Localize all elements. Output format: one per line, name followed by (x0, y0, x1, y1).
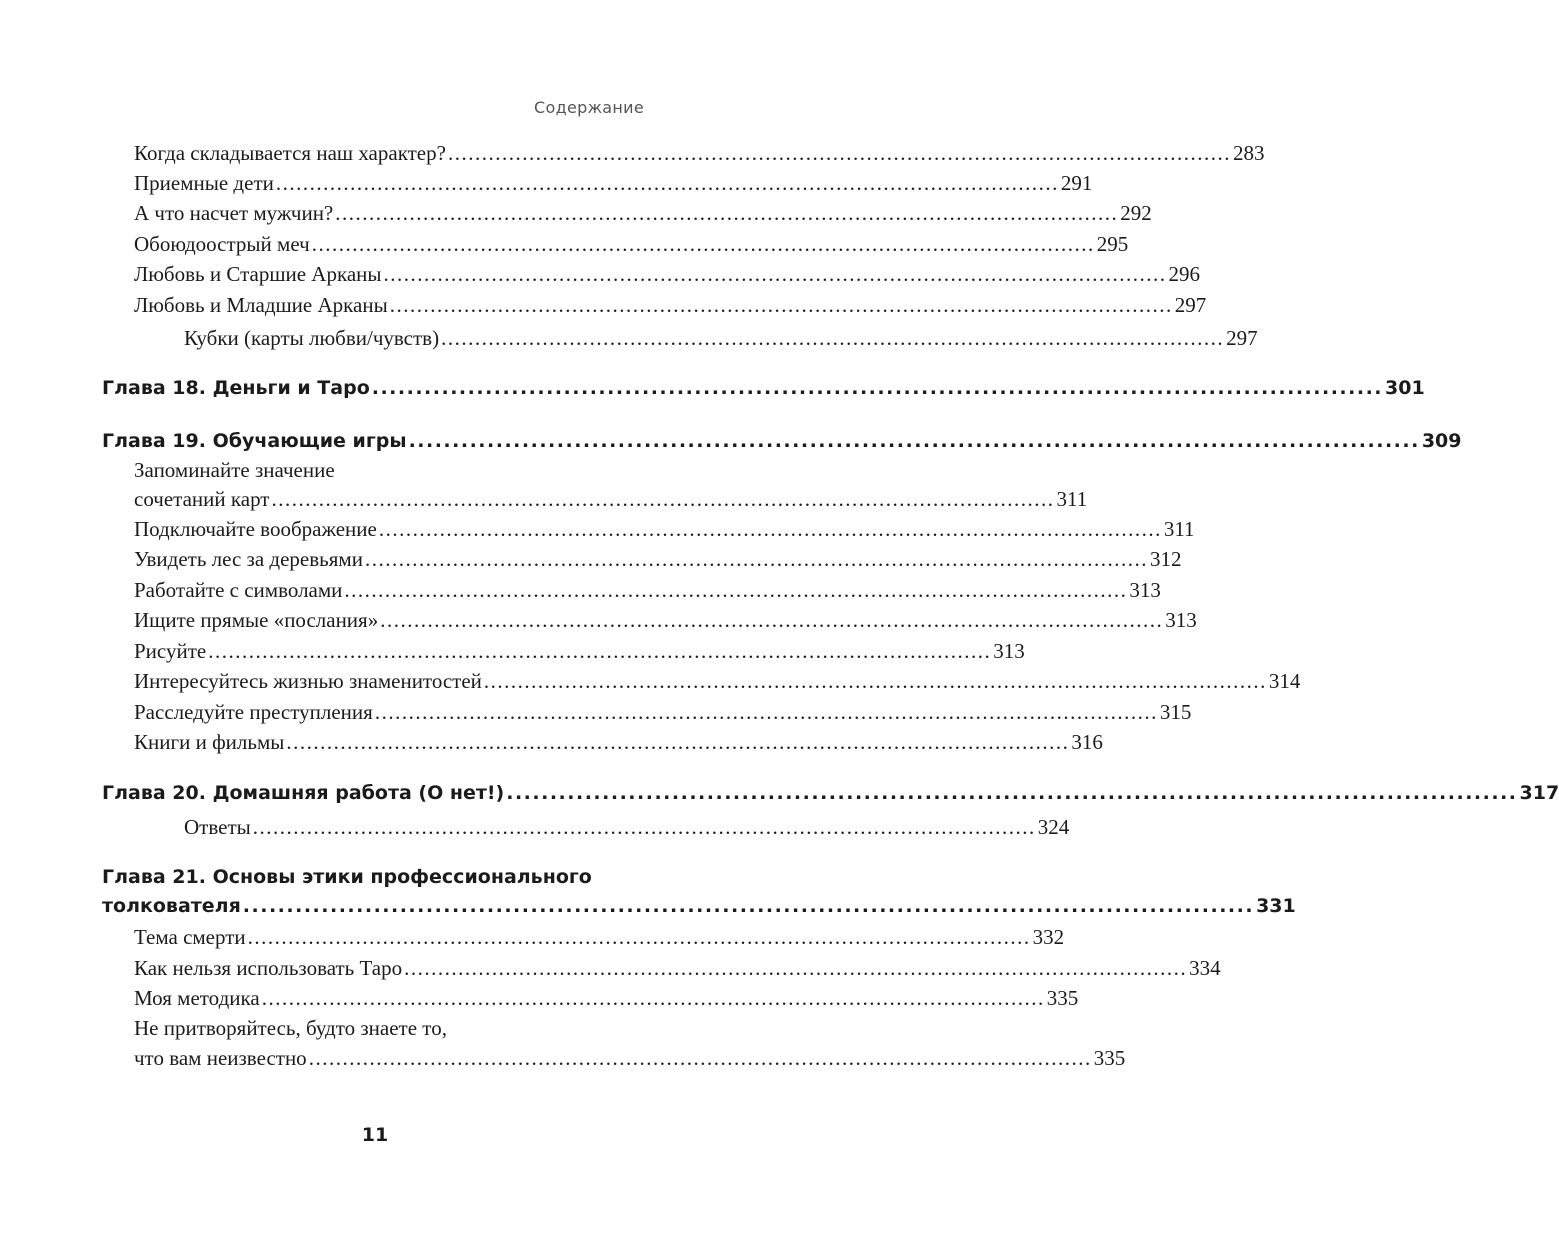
toc-entry[interactable] (134, 700, 1192, 725)
toc-entry-title: А что насчет мужчин? (134, 201, 334, 225)
dot-leader: .................................................................................................................... (506, 782, 1518, 804)
toc-chapter[interactable] (102, 430, 1462, 452)
toc-entry-page: 292 (1120, 201, 1152, 225)
toc-entry[interactable] (134, 608, 1197, 633)
toc-entry-page: 313 (993, 639, 1025, 663)
toc-entry-page: 314 (1268, 669, 1301, 693)
toc-entry-page: 311 (1163, 517, 1195, 541)
toc-entry-title: Когда складывается наш характер? (134, 141, 446, 165)
toc-entry-page: 334 (1189, 956, 1221, 980)
toc-entry[interactable] (134, 578, 1161, 603)
toc-chapter-title: Глава 20. Домашняя работа (О нет!) (102, 782, 505, 804)
dot-leader: .................................................................................................................... (389, 293, 1173, 317)
toc-chapter-page: 331 (1256, 895, 1296, 917)
toc-chapter-page: 317 (1519, 782, 1559, 804)
toc-entry[interactable] (134, 547, 1182, 572)
page-number: 11 (361, 1124, 389, 1146)
toc-entry[interactable] (134, 1046, 1126, 1071)
toc-chapter-title: Глава 19. Обучающие игры (102, 430, 407, 452)
toc-chapter-page: 301 (1385, 377, 1425, 399)
toc-entry-title: Любовь и Старшие Арканы (134, 262, 382, 286)
dot-leader: .................................................................................................................... (308, 1046, 1092, 1070)
toc-entry-title: Работайте с символами (134, 578, 343, 602)
toc-entry[interactable] (184, 815, 1070, 840)
toc-entry[interactable] (134, 925, 1065, 950)
toc-chapter[interactable] (102, 782, 1559, 804)
toc-entry-page: 316 (1071, 730, 1103, 754)
toc-entry-title: Приемные дети (134, 171, 274, 195)
toc-entry-page: 335 (1046, 986, 1079, 1010)
toc-entry-page: 311 (1056, 487, 1088, 511)
dot-leader: .................................................................................................................... (441, 326, 1225, 350)
toc-entry[interactable] (134, 956, 1221, 981)
dot-leader: .................................................................................................................... (208, 639, 992, 663)
toc-entry-title: Рисуйте (134, 639, 207, 663)
dot-leader: .................................................................................................................... (380, 608, 1164, 632)
toc-entry-title: Ищите прямые «послания» (134, 608, 379, 632)
toc-entry[interactable] (134, 730, 1103, 755)
toc-entry[interactable] (134, 262, 1201, 287)
toc-entry-page: 315 (1159, 700, 1192, 724)
toc-entry-title: Книги и фильмы (134, 730, 285, 754)
dot-leader: .................................................................................................................... (252, 815, 1036, 839)
toc-chapter[interactable] (102, 895, 1296, 917)
toc-entry-title: Кубки (карты любви/чувств) (184, 326, 440, 350)
toc-entry[interactable] (134, 986, 1079, 1011)
toc-entry-page: 324 (1037, 815, 1070, 839)
toc-entry-title: сочетаний карт (134, 487, 270, 511)
toc-entry-page: 297 (1226, 326, 1258, 350)
toc-entry-page: 332 (1032, 925, 1065, 949)
dot-leader: .................................................................................................................... (378, 517, 1162, 541)
toc-entry-title: Тема смерти (134, 925, 246, 949)
toc-entry-page: 335 (1093, 1046, 1126, 1070)
toc-entry[interactable] (134, 171, 1093, 196)
toc-entry[interactable] (134, 201, 1152, 226)
toc-entry-page: 313 (1129, 578, 1161, 602)
dot-leader: .................................................................................................................... (242, 895, 1255, 917)
dot-leader: .................................................................................................................... (404, 956, 1188, 980)
running-head: Содержание (534, 98, 644, 117)
toc-entry[interactable] (134, 141, 1265, 166)
dot-leader: .................................................................................................................... (364, 547, 1148, 571)
dot-leader: .................................................................................................................... (311, 232, 1095, 256)
toc-chapter[interactable] (102, 377, 1425, 399)
toc-entry-page: 296 (1168, 262, 1201, 286)
toc-entry-title: Интересуйтесь жизнью знаменитостей (134, 669, 482, 693)
toc-chapter-title-line1: Глава 21. Основы этики профессионального (102, 866, 592, 888)
toc-entry-page: 283 (1232, 141, 1265, 165)
toc-entry-page: 291 (1060, 171, 1093, 195)
dot-leader: .................................................................................................................... (344, 578, 1128, 602)
dot-leader: .................................................................................................................... (261, 986, 1045, 1010)
toc-entry-title: Расследуйте преступления (134, 700, 373, 724)
toc-entry[interactable] (134, 487, 1088, 512)
toc-entry-title: Ответы (184, 815, 251, 839)
toc-entry[interactable] (134, 639, 1025, 664)
toc-entry[interactable] (134, 669, 1301, 694)
dot-leader: .................................................................................................................... (286, 730, 1070, 754)
toc-entry-page: 297 (1174, 293, 1207, 317)
toc-chapter-page: 309 (1421, 430, 1462, 452)
toc-entry[interactable] (134, 232, 1129, 257)
dot-leader: .................................................................................................................... (383, 262, 1167, 286)
dot-leader: .................................................................................................................... (408, 430, 1420, 452)
toc-entry-title: Увидеть лес за деревьями (134, 547, 363, 571)
dot-leader: .................................................................................................................... (371, 377, 1384, 399)
toc-entry-title: что вам неизвестно (134, 1046, 307, 1070)
dot-leader: .................................................................................................................... (275, 171, 1059, 195)
dot-leader: .................................................................................................................... (447, 141, 1231, 165)
toc-entry-title: Моя методика (134, 986, 260, 1010)
toc-chapter-title: Глава 18. Деньги и Таро (102, 377, 370, 399)
dot-leader: .................................................................................................................... (247, 925, 1031, 949)
toc-entry-title: Любовь и Младшие Арканы (134, 293, 388, 317)
toc-entry-title: Обоюдоострый меч (134, 232, 310, 256)
toc-entry-title: Как нельзя использовать Таро (134, 956, 403, 980)
toc-entry-title-line1: Запоминайте значение (134, 458, 335, 482)
toc-entry-page: 295 (1096, 232, 1129, 256)
dot-leader: .................................................................................................................... (335, 201, 1119, 225)
toc-entry[interactable] (134, 517, 1195, 542)
toc-chapter-title: толкователя (102, 895, 241, 917)
toc-entry-page: 312 (1149, 547, 1182, 571)
toc-entry-page: 313 (1165, 608, 1197, 632)
toc-entry[interactable] (134, 293, 1207, 318)
dot-leader: .................................................................................................................... (374, 700, 1158, 724)
dot-leader: .................................................................................................................... (483, 669, 1267, 693)
toc-entry-title-line1: Не притворяйтесь, будто знаете то, (134, 1016, 447, 1040)
toc-entry[interactable] (184, 326, 1258, 351)
dot-leader: .................................................................................................................... (271, 487, 1055, 511)
toc-entry-title: Подключайте воображение (134, 517, 377, 541)
